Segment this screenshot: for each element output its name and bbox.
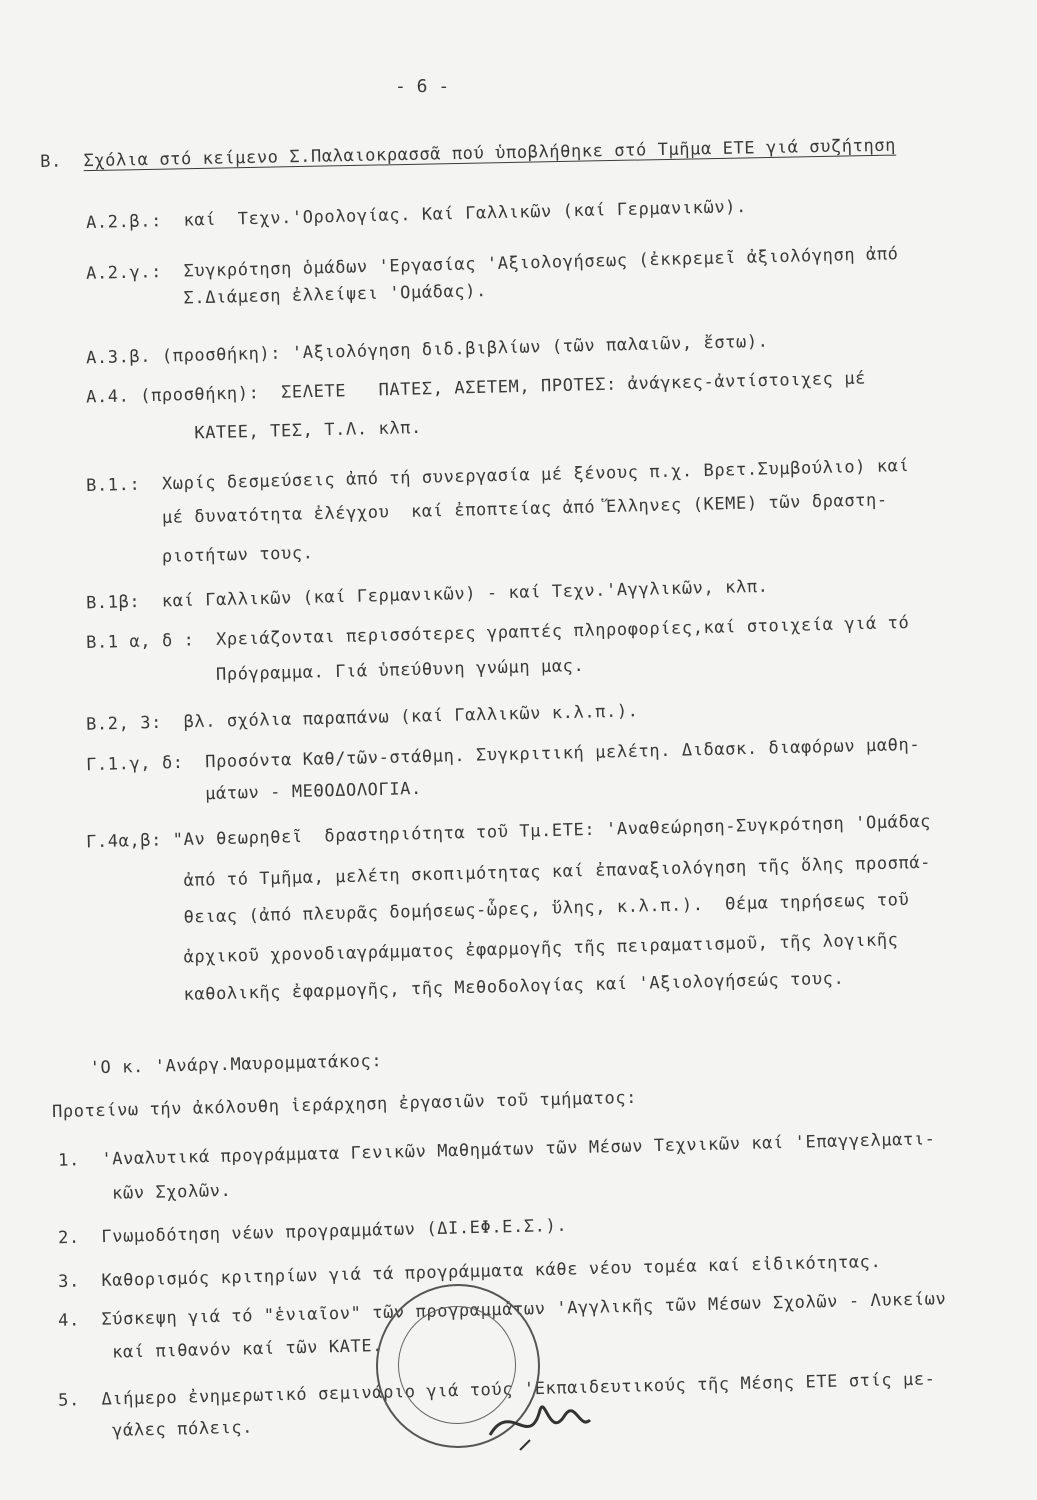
section-heading — [40, 136, 896, 172]
handwritten-signature — [480, 1380, 600, 1460]
text-line: Α.2.γ.: Συγκρότηση ὁμάδων 'Εργασίας 'Αξιολογήσεως (ἐκκρεμεῖ ἀξιολόγηση ἀπό — [85, 244, 899, 284]
section-label: Β. — [40, 151, 63, 172]
text-line: Σ.Διάμεση ἐλλείψει 'Ομάδας). — [85, 281, 488, 311]
text-line: Γ.1.γ, δ: Προσόντα Καθ/τῶν-στάθμη. Συγκριτική μελέτη. Διδασκ. διαφόρων μαθη- — [85, 734, 921, 776]
text-line: καί πιθανόν καί τῶν ΚΑΤΕ. — [57, 1336, 384, 1364]
text-line: καθολικῆς ἐφαρμογῆς, τῆς Μεθοδολογίας καί 'Αξιολογήσεώς τους. — [85, 968, 845, 1008]
text-line: Β.1β: καί Γαλλικῶν (καί Γερμανικῶν) - καί Τεχν.'Αγγλικῶν, κλπ. — [85, 576, 769, 614]
text-line: Α.2.β.: καί Τεχν.'Ορολογίας. Καί Γαλλικῶν (καί Γερμανικῶν). — [85, 196, 748, 234]
text-line: 2. Γνωμοδότηση νέων προγραμμάτων (ΔΙ.ΕΦ.Ε.Σ.). — [57, 1215, 568, 1249]
section-title: Σχόλια στό κείμενο Σ.Παλαιοκρασσᾶ πού ὑποβλήθηκε στό Τμῆμα ΕΤΕ γιά συζήτηση — [83, 135, 897, 172]
text-line: Γ.4α,β: "Αν θεωρηθεῖ δραστηριότητα τοῦ Τμ.ΕΤΕ: 'Αναθεώρηση-Συγκρότηση 'Ομάδας — [85, 811, 932, 853]
text-line: Α.3.β. (προσθήκη): 'Αξιολόγηση διδ.βιβλίων (τῶν παλαιῶν, ἔστω). — [85, 331, 769, 369]
text-line: 3. Καθορισμός κριτηρίων γιά τά προγράμματα κάθε νέου τομέα καί εἰδικότητας. — [57, 1251, 882, 1293]
text-line: ριοτήτων τους. — [85, 543, 314, 569]
text-line: Β.1.: Χωρίς δεσμεύσεις ἀπό τή συνεργασία μέ ξένους π.χ. Βρετ.Συμβούλιο) καί — [85, 455, 910, 497]
text-line: γάλες πόλεις. — [57, 1417, 254, 1443]
text-line: μάτων - ΜΕΘΟΔΟΛΟΓΙΑ. — [85, 778, 423, 808]
text-line: ἀρχικοῦ χρονοδιαγράμματος ἐφαρμογῆς τῆς πειραματισμοῦ, τῆς λογικῆς — [85, 930, 899, 970]
text-line: ΚΑΤΕΕ, ΤΕΣ, Τ.Λ. κλπ. — [85, 417, 423, 447]
text-line: Β.1 α, δ : Χρειάζονται περισσότερες γραπτές πληροφορίες,καί στοιχεία γιά τό — [85, 612, 910, 654]
text-line: μέ δυνατότητα ἐλέγχου καί ἐποπτείας ἀπό Ἕλληνες (ΚΕΜΕ) τῶν δραστη- — [85, 490, 888, 530]
text-line: 5. Διήμερο ἐνημερωτικό σεμινάριο γιά τούς 'Εκπαιδευτικούς τῆς Μέσης ΕΤΕ στίς με- — [57, 1369, 936, 1411]
text-line: θειας (ἀπό πλευρᾶς δομήσεως-ὧρες, ὕλης, κ.λ.π.). Θέμα τηρήσεως τοῦ — [85, 889, 910, 931]
text-line: 1. 'Αναλυτικά προγράμματα Γενικῶν Μαθημάτων τῶν Μέσων Τεχνικῶν καί 'Επαγγελματι- — [57, 1129, 936, 1171]
text-line: 4. Σύσκεψη γιά τό "ἑνιαῖον" τῶν προγραμμάτων 'Αγγλικῆς τῶν Μέσων Σχολῶν - Λυκείων — [57, 1289, 947, 1331]
text-line: κῶν Σχολῶν. — [57, 1180, 232, 1206]
page-number: - 6 - — [395, 76, 450, 97]
text-line: Προτείνω τήν ἀκόλουθη ἱεράρχηση ἐργασιῶν τοῦ τμήματος: — [51, 1087, 638, 1123]
text-line: Πρόγραμμα. Γιά ὑπεύθυνη γνώμη μας. — [85, 655, 585, 689]
text-line: Β.2, 3: βλ. σχόλια παραπάνω (καί Γαλλικῶν κ.λ.π.). — [85, 701, 639, 735]
text-line: 'Ο κ. 'Ανάργ.Μαυρομματάκος: — [67, 1051, 383, 1079]
text-line: Α.4. (προσθήκη): ΣΕΛΕΤΕ ΠΑΤΕΣ, ΑΣΕΤΕΜ, ΠΡΟΤΕΣ: ἀνάγκες-ἀντίστοιχες μέ — [85, 368, 867, 408]
text-line: ἀπό τό Τμῆμα, μελέτη σκοπιμότητας καί ἐπαναξιολόγηση τῆς ὅλης προσπά- — [85, 852, 932, 894]
